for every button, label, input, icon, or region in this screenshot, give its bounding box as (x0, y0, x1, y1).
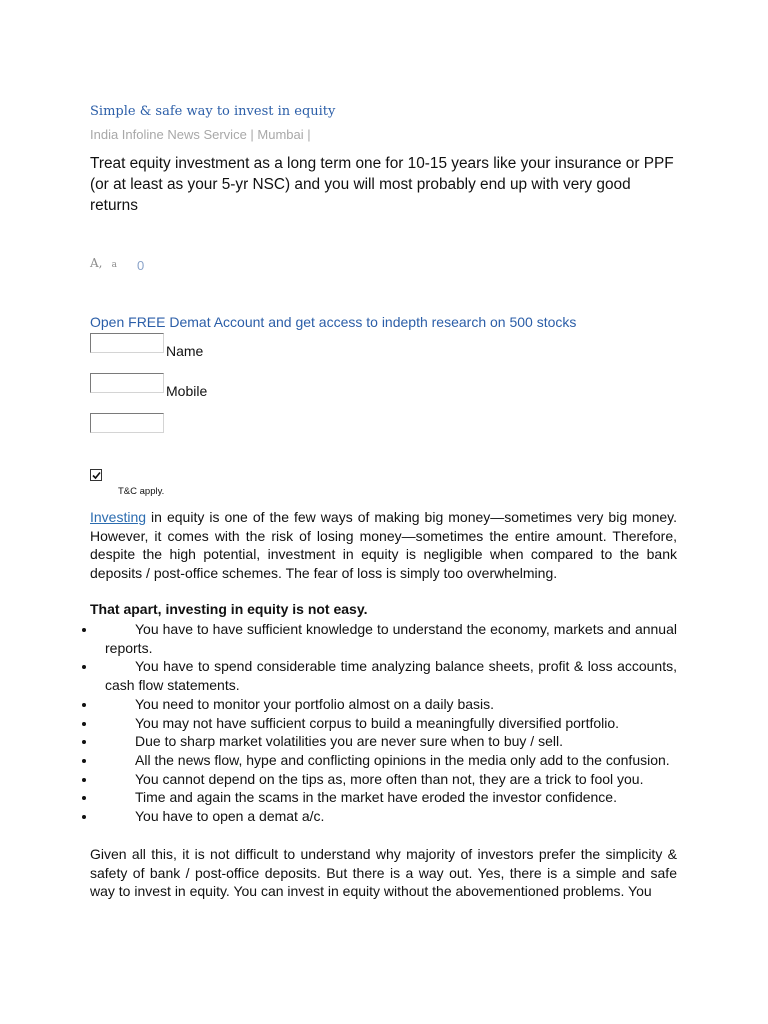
list-item: All the news flow, hype and conflicting opinions in the media only add to the confusion. (90, 751, 677, 770)
bullet-icon (82, 703, 86, 707)
list-item: You need to monitor your portfolio almost on a daily basis. (90, 695, 677, 714)
bullet-icon (82, 759, 86, 763)
article-title: Simple & safe way to invest in equity (90, 104, 336, 119)
list-item: Due to sharp market volatilities you are never sure when to buy / sell. (90, 732, 677, 751)
article-source: India Infoline News Service | Mumbai | (90, 127, 311, 142)
mobile-label: Mobile (166, 383, 208, 399)
demat-promo-link[interactable]: Open FREE Demat Account and get access to indepth research on 500 stocks (90, 314, 577, 330)
terms-checkbox[interactable] (90, 469, 102, 481)
list-item: You cannot depend on the tips as, more often than not, they are a trick to fool you. (90, 770, 677, 789)
investing-link[interactable]: Investing (90, 509, 147, 525)
bullet-icon (82, 722, 86, 726)
terms-label[interactable]: T&C apply. (118, 486, 165, 497)
list-item: Time and again the scams in the market have eroded the investor confidence. (90, 788, 677, 807)
bullet-icon (82, 796, 86, 800)
list-item: You have to have sufficient knowledge to understand the economy, markets and annual reports. (90, 620, 677, 657)
difficulty-list (90, 620, 677, 826)
list-item: You have to spend considerable time analyzing balance sheets, profit & loss accounts, cash flow statements. (90, 657, 677, 694)
bullet-icon (82, 628, 86, 632)
mobile-input[interactable] (90, 373, 164, 393)
name-label: Name (166, 343, 204, 359)
list-item: You have to open a demat a/c. (90, 807, 677, 826)
name-input[interactable] (90, 333, 164, 353)
closing-paragraph: Given all this, it is not difficult to understand why majority of investors prefer the simplicity & safety of bank / post-office deposits. But there is a way out. Yes, there is a simple and safe way to invest in equity. You can invest in equity without the abovementioned problems. You (90, 846, 677, 900)
subheading: That apart, investing in equity is not easy. (90, 601, 368, 617)
bullet-icon (82, 778, 86, 782)
intro-paragraph (90, 508, 677, 583)
intro-text: in equity is one of the few ways of making big money—sometimes very big money. However, it comes with the risk of losing money—sometimes the entire amount. Therefore, despite the high potential, investment in equity is negligible when compared to the bank deposits / post-office schemes. The fear of loss is simply too overwhelming. (90, 509, 677, 582)
font-size-controls (90, 252, 117, 271)
font-size-separator: , (98, 256, 103, 270)
font-increase-button[interactable]: A (90, 256, 99, 270)
checkmark-icon (92, 471, 101, 480)
captcha-input[interactable] (90, 413, 164, 433)
list-item: You may not have sufficient corpus to build a meaningfully diversified portfolio. (90, 714, 677, 733)
article-lede: Treat equity investment as a long term one for 10-15 years like your insurance or PPF (or at least as your 5-yr NSC) and you will most probably end up with very good returns (90, 155, 674, 214)
comment-count[interactable]: 0 (137, 258, 145, 273)
bullet-icon (82, 665, 86, 669)
bullet-icon (82, 815, 86, 819)
bullet-icon (82, 740, 86, 744)
font-decrease-button[interactable]: a (111, 260, 117, 270)
